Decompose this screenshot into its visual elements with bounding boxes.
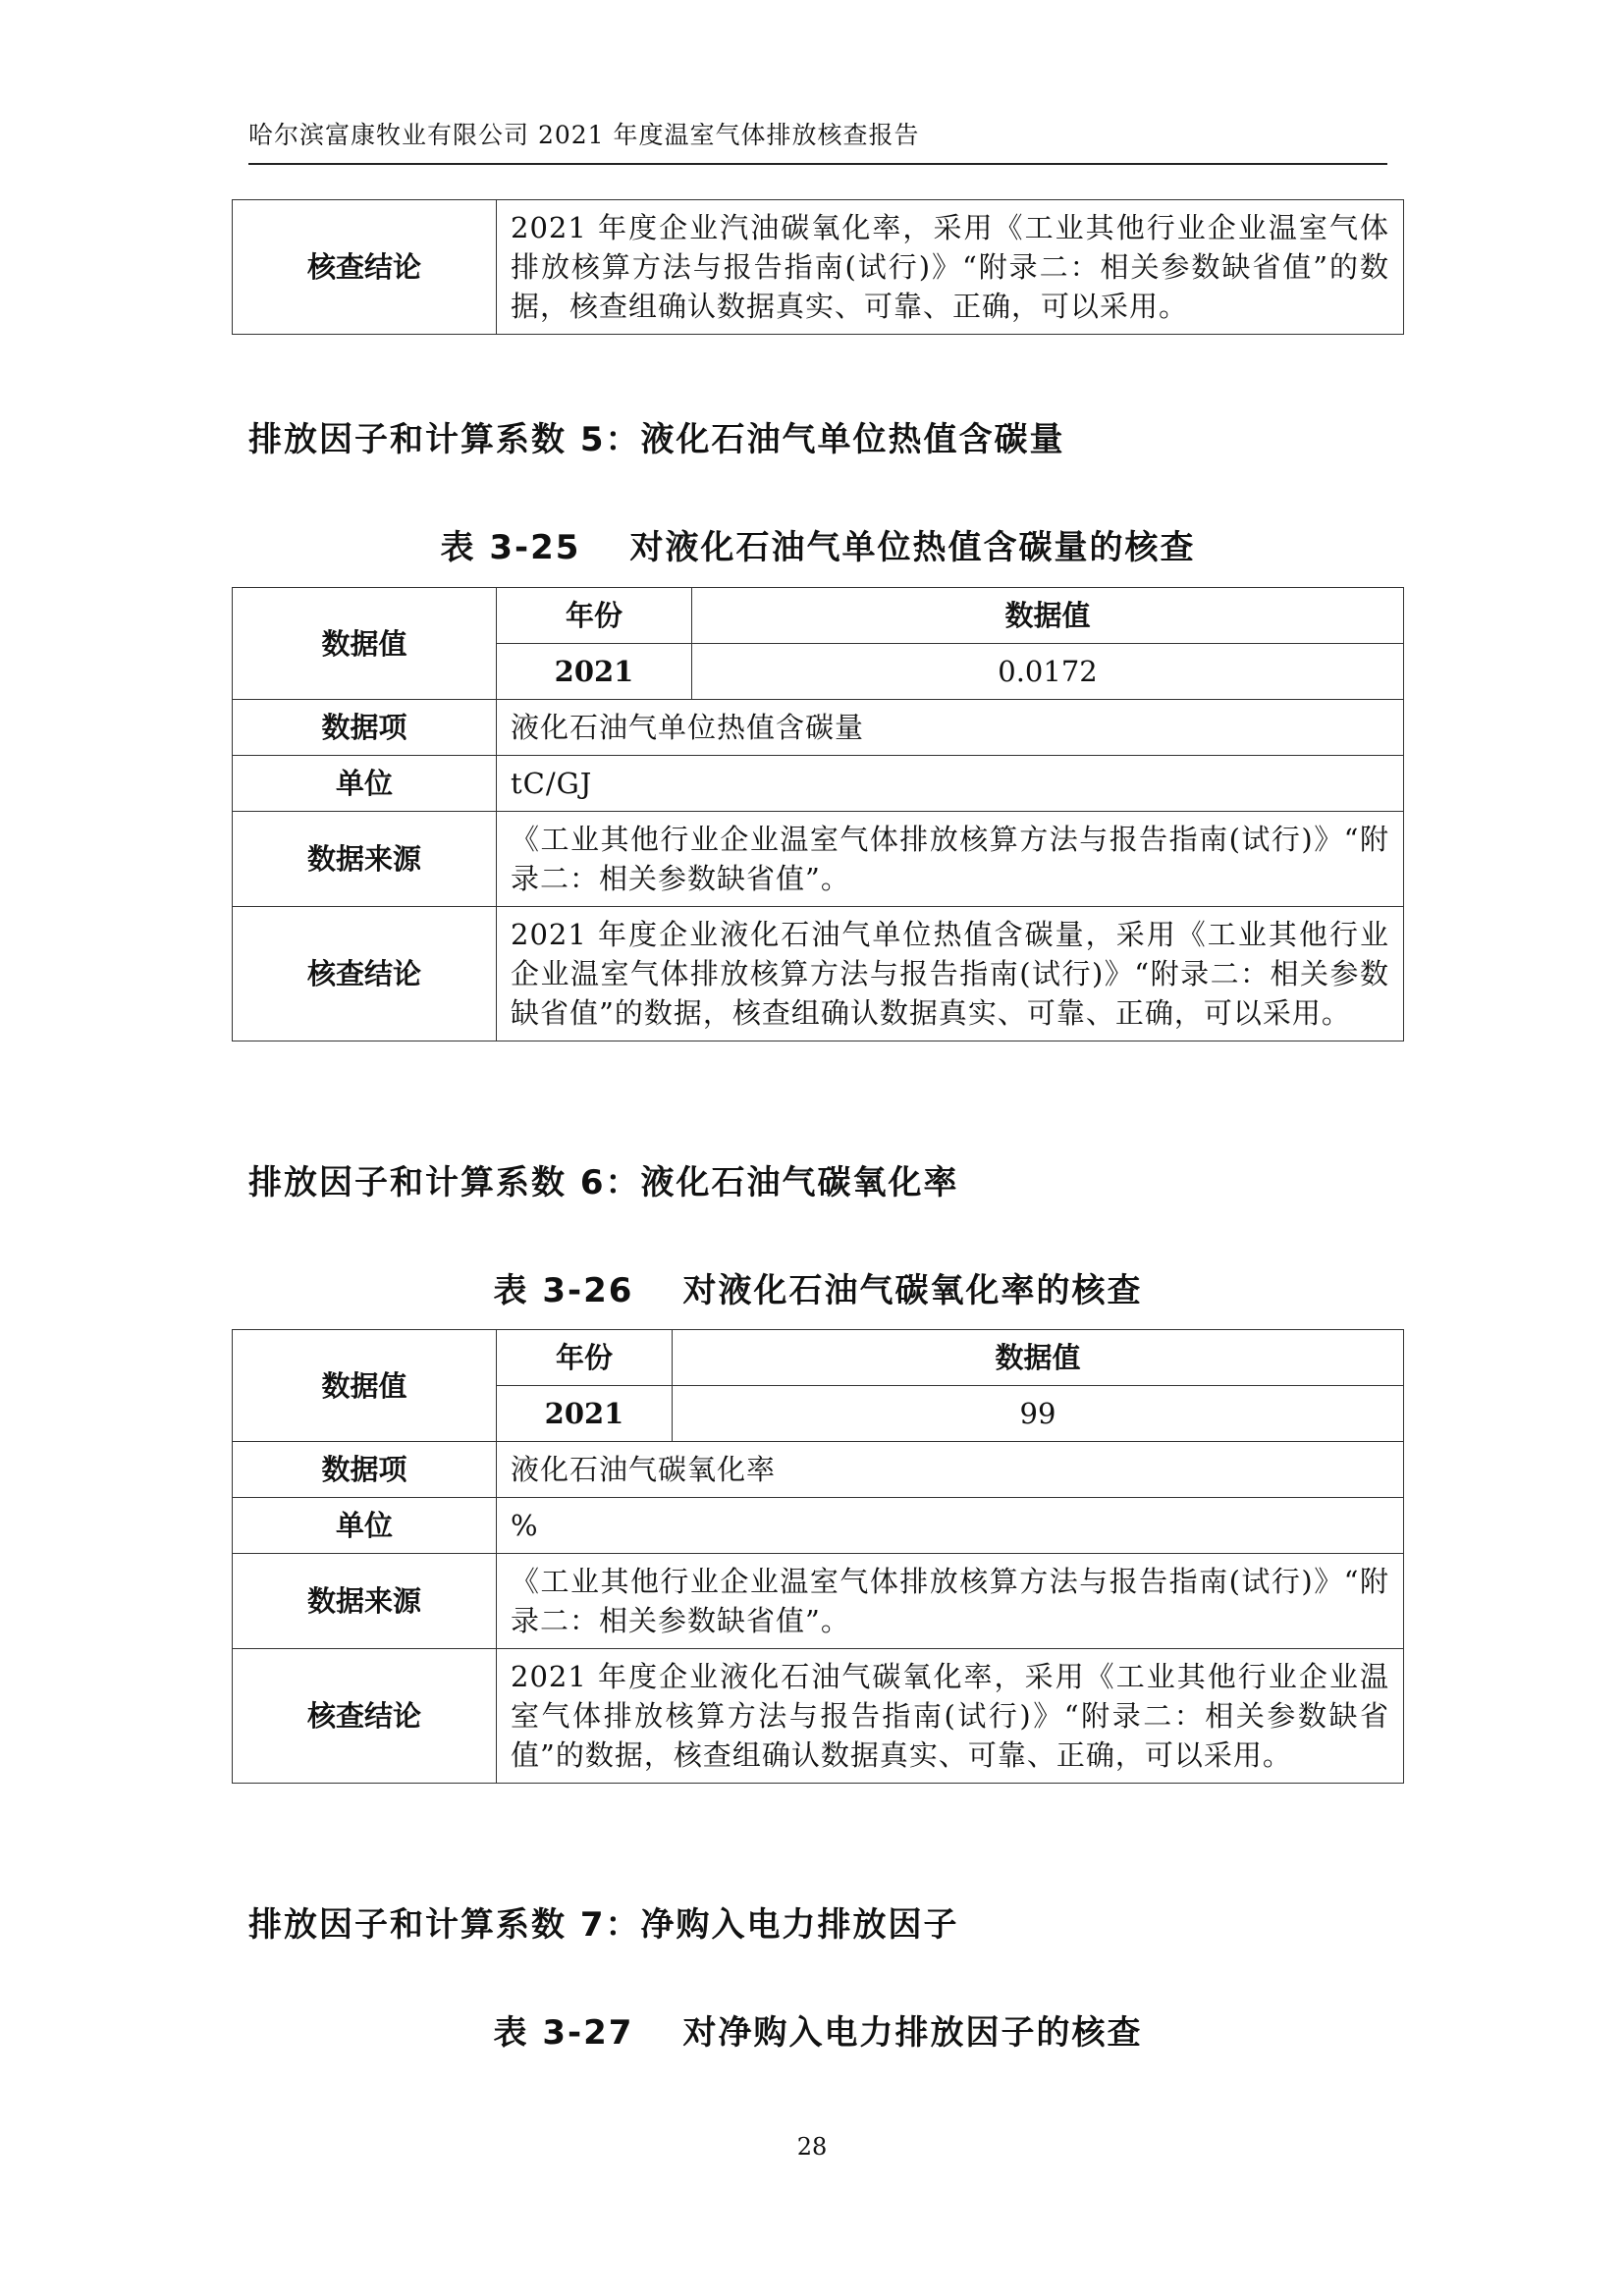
caption-number: 表 3-27: [493, 2013, 634, 2053]
conclusion-text: 2021 年度企业汽油碳氧化率，采用《工业其他行业企业温室气体排放核算方法与报告指南(试行)》“附录二：相关参数缺省值”的数据，核查组确认数据真实、可靠、正确，可以采用。: [497, 200, 1404, 335]
item-label: 数据项: [233, 700, 497, 756]
data-value-label: 数据值: [233, 1330, 497, 1442]
source-cell: 《工业其他行业企业温室气体排放核算方法与报告指南(试行)》“附录二：相关参数缺省值”。: [497, 812, 1404, 907]
item-cell: 液化石油气碳氧化率: [497, 1442, 1404, 1498]
item-label: 数据项: [233, 1442, 497, 1498]
caption-text: 对液化石油气碳氧化率的核查: [682, 1271, 1143, 1310]
table-3-26-caption: [232, 1263, 1404, 1311]
section-6-title: 排放因子和计算系数 6：液化石油气碳氧化率: [248, 1163, 959, 1202]
year-cell: 2021: [497, 1386, 673, 1442]
source-label: 数据来源: [233, 812, 497, 907]
value-cell: 0.0172: [692, 644, 1404, 700]
year-header: 年份: [497, 1330, 673, 1386]
conclusion-cell: 2021 年度企业液化石油气单位热值含碳量，采用《工业其他行业企业温室气体排放核算方法与报告指南(试行)》“附录二：相关参数缺省值”的数据，核查组确认数据真实、可靠、正确，可以采用。: [497, 907, 1404, 1041]
conclusion-label: 核查结论: [233, 907, 497, 1041]
page-number: 28: [796, 2133, 828, 2161]
data-value-label: 数据值: [233, 588, 497, 700]
item-cell: 液化石油气单位热值含碳量: [497, 700, 1404, 756]
table-3-25: [232, 587, 1404, 1041]
source-label: 数据来源: [233, 1554, 497, 1649]
caption-text: 对净购入电力排放因子的核查: [682, 2013, 1143, 2053]
table-3-25-caption: [232, 520, 1404, 568]
year-header: 年份: [497, 588, 692, 644]
caption-text: 对液化石油气单位热值含碳量的核查: [629, 528, 1196, 567]
conclusion-cell: 2021 年度企业液化石油气碳氧化率，采用《工业其他行业企业温室气体排放核算方法与报告指南(试行)》“附录二：相关参数缺省值”的数据，核查组确认数据真实、可靠、正确，可以采用。: [497, 1649, 1404, 1784]
conclusion-label: 核查结论: [233, 1649, 497, 1784]
conclusion-label: 核查结论: [233, 200, 497, 335]
caption-number: 表 3-25: [440, 528, 581, 567]
value-header: 数据值: [673, 1330, 1404, 1386]
source-cell: 《工业其他行业企业温室气体排放核算方法与报告指南(试行)》“附录二：相关参数缺省值”。: [497, 1554, 1404, 1649]
section-5-title: 排放因子和计算系数 5：液化石油气单位热值含碳量: [248, 420, 1065, 459]
value-cell: 99: [673, 1386, 1404, 1442]
unit-label: 单位: [233, 1498, 497, 1554]
previous-table: [232, 199, 1404, 335]
unit-label: 单位: [233, 756, 497, 812]
value-header: 数据值: [692, 588, 1404, 644]
page-header: 哈尔滨富康牧业有限公司 2021 年度温室气体排放核查报告: [248, 116, 1387, 165]
table-3-26: [232, 1329, 1404, 1784]
year-cell: 2021: [497, 644, 692, 700]
unit-cell: %: [497, 1498, 1404, 1554]
unit-cell: tC/GJ: [497, 756, 1404, 812]
caption-number: 表 3-26: [493, 1271, 634, 1310]
section-7-title: 排放因子和计算系数 7：净购入电力排放因子: [248, 1905, 959, 1945]
table-3-27-caption: [232, 2005, 1404, 2054]
